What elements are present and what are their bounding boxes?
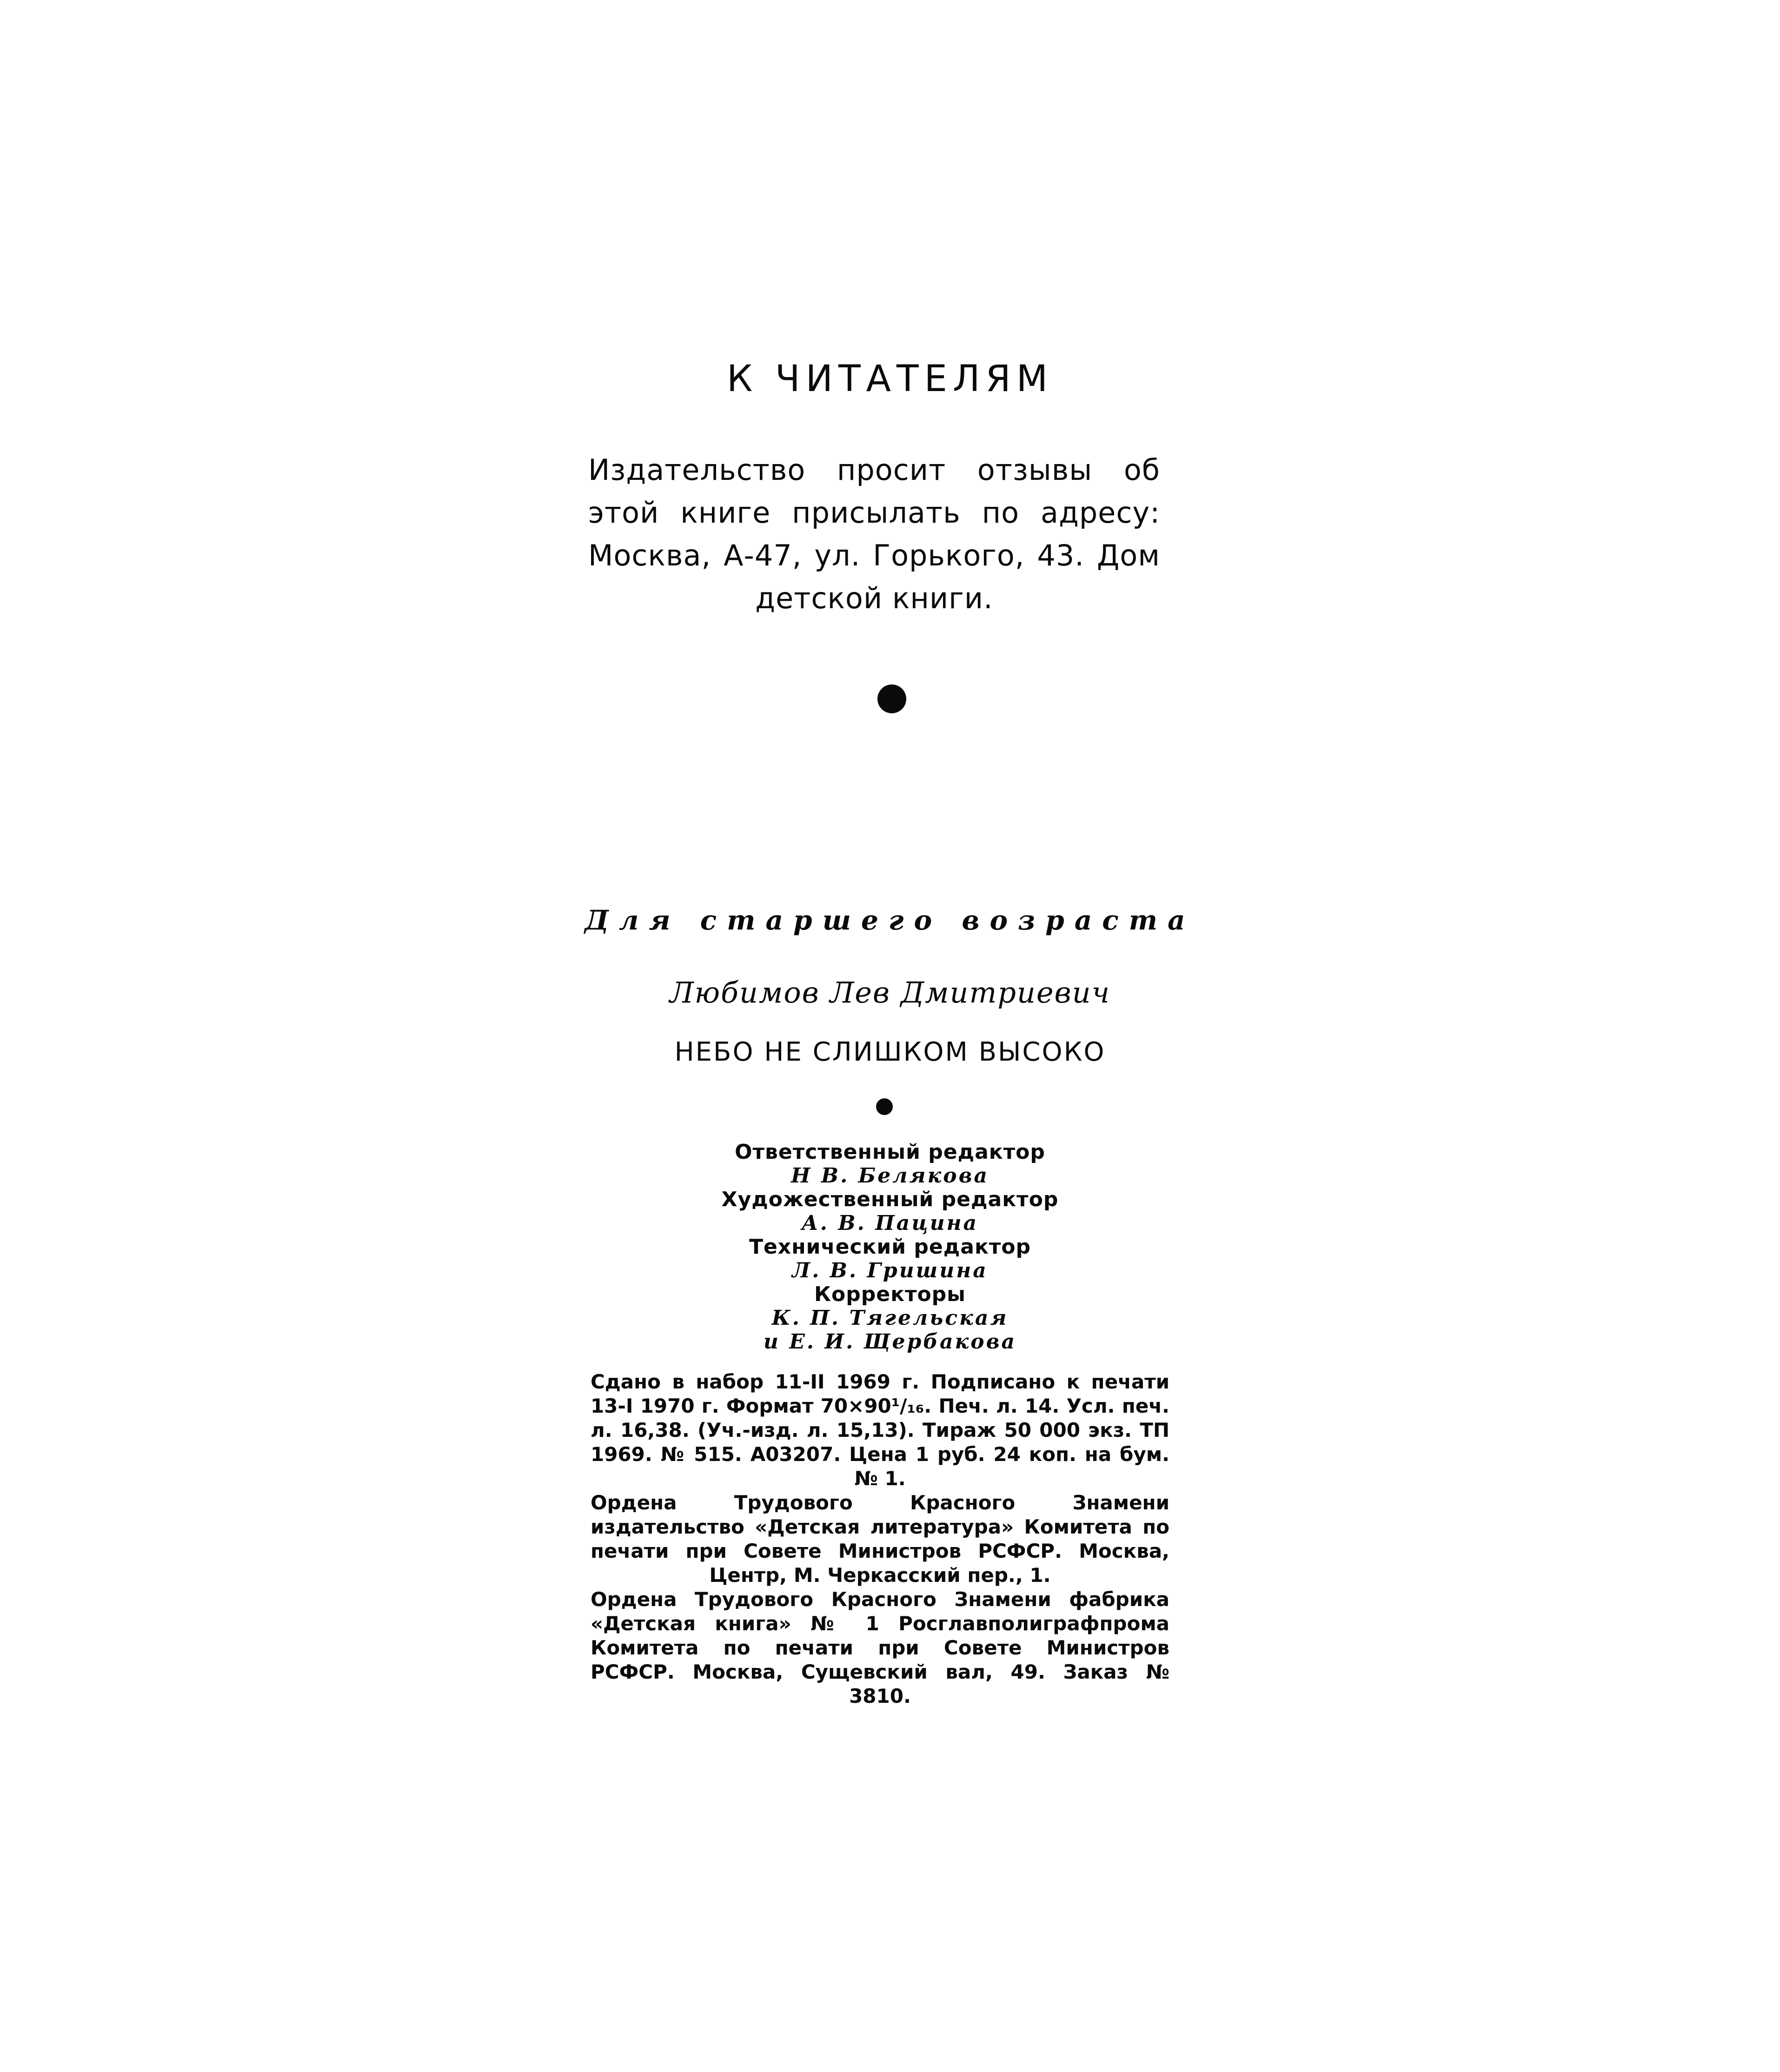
- publisher-info: Ордена Трудового Красного Знамени издательство «Детская литература» Комитета по печати при Совете Министров РСФСР. Москва, Центр, М. Черкасский пер., 1.: [591, 1491, 1169, 1587]
- print-info: Сдано в набор 11-II 1969 г. Подписано к печати 13-I 1970 г. Формат 70×90¹/₁₆. Печ. л. 14. Усл. печ. л. 16,38. (Уч.-изд. л. 15,13). Тираж 50 000 экз. ТП 1969. № 515. А03207. Цена 1 руб. 24 коп. на бум. № 1.: [591, 1370, 1169, 1490]
- readers-notice: Издательство просит отзывы об этой книге присылать по адресу: Москва, А-47, ул. Горького, 43. Дом детской книги.: [588, 453, 1160, 615]
- credit-person: и Е. И. Щербакова: [763, 1330, 1017, 1354]
- age-label: Для старшего возраста: [584, 904, 1196, 936]
- credit-person: Л. В. Гришина: [792, 1259, 988, 1282]
- readers-heading: К ЧИТАТЕЛЯМ: [726, 358, 1054, 400]
- author-name: Любимов Лев Дмитриевич: [669, 976, 1111, 1009]
- credit-role: Художественный редактор: [721, 1188, 1059, 1211]
- credit-person: А. В. Пацина: [801, 1211, 979, 1235]
- credits: [0, 1140, 1780, 1354]
- credit-person: К. П. Тягельская: [771, 1306, 1009, 1330]
- separator-bullet-small: [876, 1098, 893, 1115]
- credit-person: Н В. Белякова: [790, 1164, 990, 1188]
- book-title: НЕБО НЕ СЛИШКОМ ВЫСОКО: [674, 1037, 1106, 1067]
- credit-role: Ответственный редактор: [735, 1140, 1045, 1164]
- colophon: [591, 1370, 1169, 1708]
- credit-role: Корректоры: [814, 1282, 966, 1306]
- separator-bullet-large: [877, 684, 906, 713]
- credit-role: Технический редактор: [749, 1235, 1031, 1259]
- printer-info: Ордена Трудового Красного Знамени фабрика «Детская книга» № 1 Росглавполиграфпрома Комитета по печати при Совете Министров РСФСР. Москва, Сущевский вал, 49. Заказ № 3810.: [591, 1588, 1169, 1707]
